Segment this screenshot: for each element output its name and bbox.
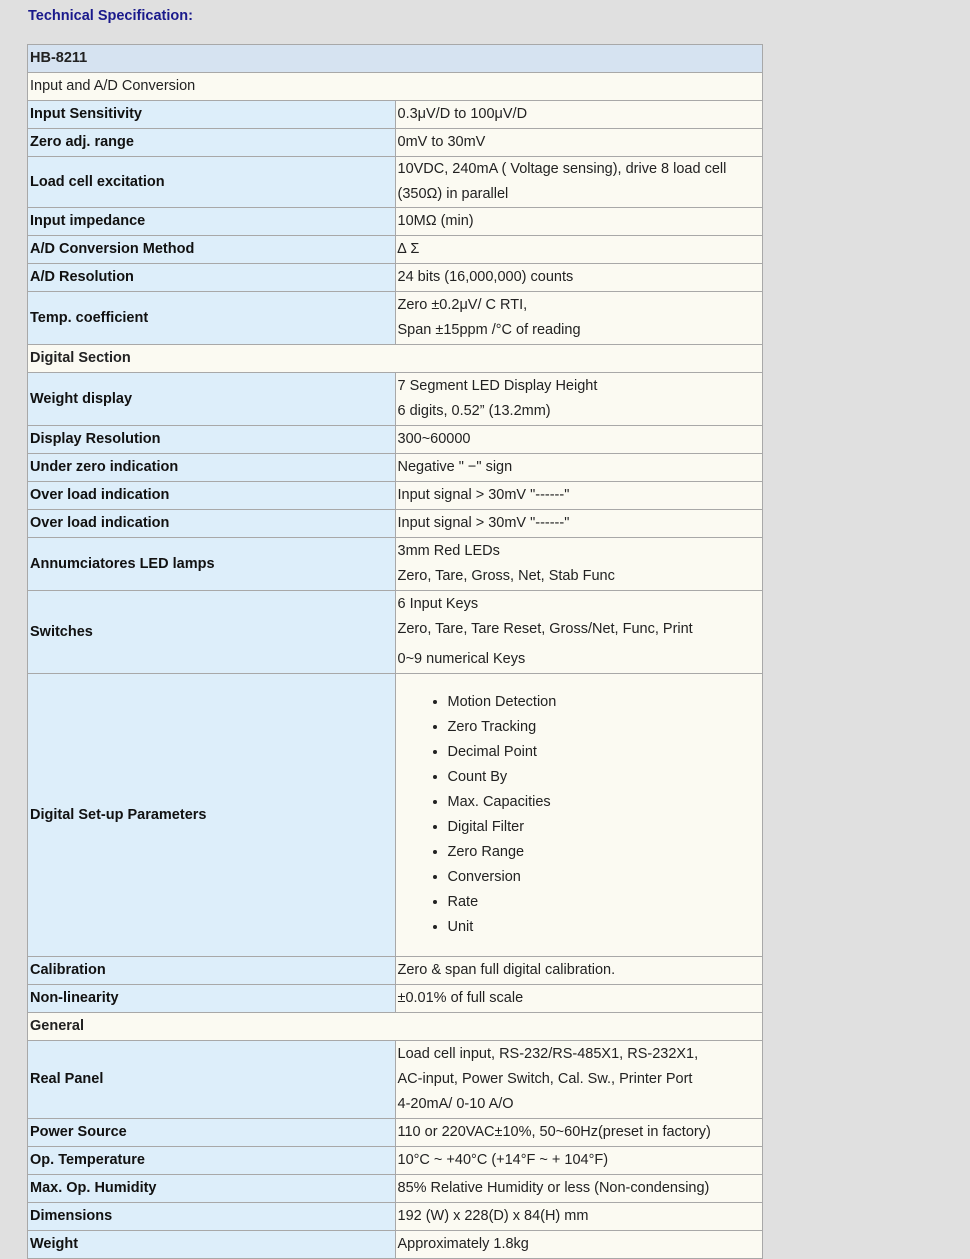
spec-value-line: Zero ±0.2μV/ C RTI,: [397, 297, 528, 313]
section-digital: Digital Section: [28, 345, 763, 373]
list-item: • Motion Detection: [448, 690, 761, 715]
spec-row: [28, 482, 763, 510]
spec-value: 10VDC, 240mA ( Voltage sensing), drive 8 load cell (350Ω) in parallel: [395, 157, 763, 208]
spec-label: Power Source: [28, 1119, 396, 1147]
spec-label: Real Panel: [28, 1041, 396, 1119]
spec-value: 0.3μV/D to 100μV/D: [395, 101, 763, 129]
spec-value: [395, 292, 763, 345]
section-input: Input and A/D Conversion: [28, 73, 763, 101]
model-title: HB-8211: [28, 45, 763, 73]
list-item: • Zero Tracking: [448, 715, 761, 740]
spec-value-line: 6 Input Keys: [397, 596, 479, 612]
spec-value: Negative " −" sign: [395, 454, 763, 482]
spec-value: ∆ Σ: [395, 236, 763, 264]
spec-value-line: 3mm Red LEDs: [397, 543, 500, 559]
list-item: • Zero Range: [448, 840, 761, 865]
spec-value: Input signal > 30mV "------": [395, 510, 763, 538]
spec-row: [28, 292, 763, 345]
spec-value: 300~60000: [395, 426, 763, 454]
spec-value-line: 4-20mA/ 0-10 A/O: [397, 1096, 514, 1112]
setup-params-list: [398, 690, 761, 940]
spec-label: Op. Temperature: [28, 1147, 396, 1175]
spec-row: [28, 454, 763, 482]
spec-row: [28, 957, 763, 985]
spec-value-line: 0~9 numerical Keys: [397, 651, 526, 667]
list-item: • Conversion: [448, 865, 761, 890]
spec-label: Max. Op. Humidity: [28, 1175, 396, 1203]
spec-label: Display Resolution: [28, 426, 396, 454]
spec-label: Input Sensitivity: [28, 101, 396, 129]
spec-label: Calibration: [28, 957, 396, 985]
spec-row: [28, 1041, 763, 1119]
spec-label: Over load indication: [28, 510, 396, 538]
spec-value: Approximately 1.8kg: [395, 1231, 763, 1259]
list-item: • Rate: [448, 890, 761, 915]
spec-row: [28, 236, 763, 264]
spec-value: 110 or 220VAC±10%, 50~60Hz(preset in factory): [395, 1119, 763, 1147]
spec-value-line: 6 digits, 0.52” (13.2mm): [397, 403, 551, 419]
spec-label: Dimensions: [28, 1203, 396, 1231]
spec-label: Weight display: [28, 373, 396, 426]
spec-row: [28, 129, 763, 157]
spec-value: Zero & span full digital calibration.: [395, 957, 763, 985]
spec-value: 10°C ~ +40°C (+14°F ~ + 104°F): [395, 1147, 763, 1175]
spec-value: 0mV to 30mV: [395, 129, 763, 157]
spec-label: Annumciatores LED lamps: [28, 538, 396, 591]
spec-row: [28, 426, 763, 454]
spec-row: [28, 985, 763, 1013]
spec-value: [395, 591, 763, 674]
list-item: • Unit: [448, 915, 761, 940]
spec-row: [28, 101, 763, 129]
spec-row: [28, 373, 763, 426]
spec-row: [28, 674, 763, 957]
spec-label: Digital Set-up Parameters: [28, 674, 396, 957]
spec-label: Non-linearity: [28, 985, 396, 1013]
spec-label: Load cell excitation: [28, 157, 396, 208]
spec-label: Over load indication: [28, 482, 396, 510]
spec-label: A/D Conversion Method: [28, 236, 396, 264]
spec-value: Input signal > 30mV "------": [395, 482, 763, 510]
spec-label: Under zero indication: [28, 454, 396, 482]
spec-row: [28, 1119, 763, 1147]
spec-label: A/D Resolution: [28, 264, 396, 292]
list-item: • Digital Filter: [448, 815, 761, 840]
spec-row: [28, 510, 763, 538]
spec-value: [395, 674, 763, 957]
list-item: • Count By: [448, 765, 761, 790]
spec-value-line: Span ±15ppm /°C of reading: [397, 322, 581, 338]
spec-row: [28, 157, 763, 208]
spec-value: [395, 538, 763, 591]
spec-row: [28, 538, 763, 591]
spec-row: [28, 264, 763, 292]
spec-value: 192 (W) x 228(D) x 84(H) mm: [395, 1203, 763, 1231]
spec-value-line: Zero, Tare, Gross, Net, Stab Func: [397, 568, 615, 584]
spec-row: [28, 1203, 763, 1231]
spec-label: Temp. coefficient: [28, 292, 396, 345]
spec-value-line: 7 Segment LED Display Height: [397, 378, 598, 394]
spec-value: 85% Relative Humidity or less (Non-condensing): [395, 1175, 763, 1203]
spec-value: [395, 1041, 763, 1119]
spec-table: [27, 44, 763, 1259]
spec-label: Zero adj. range: [28, 129, 396, 157]
spec-value: 24 bits (16,000,000) counts: [395, 264, 763, 292]
spec-value-line: AC-input, Power Switch, Cal. Sw., Printer Port: [397, 1071, 693, 1087]
spec-row: [28, 1147, 763, 1175]
section-general: General: [28, 1013, 763, 1041]
spec-label: Switches: [28, 591, 396, 674]
spec-value: 10MΩ (min): [395, 208, 763, 236]
spec-value-line: Load cell input, RS-232/RS-485X1, RS-232X1,: [397, 1046, 699, 1062]
spec-value: ±0.01% of full scale: [395, 985, 763, 1013]
spec-row: [28, 1231, 763, 1259]
list-item: • Max. Capacities: [448, 790, 761, 815]
spec-label: Weight: [28, 1231, 396, 1259]
spec-value: [395, 373, 763, 426]
spec-row: [28, 208, 763, 236]
spec-row: [28, 591, 763, 674]
spec-value-line: Zero, Tare, Tare Reset, Gross/Net, Func, Print: [397, 621, 693, 637]
page-heading: Technical Specification:: [28, 8, 193, 24]
spec-label: Input impedance: [28, 208, 396, 236]
list-item: • Decimal Point: [448, 740, 761, 765]
spec-row: [28, 1175, 763, 1203]
